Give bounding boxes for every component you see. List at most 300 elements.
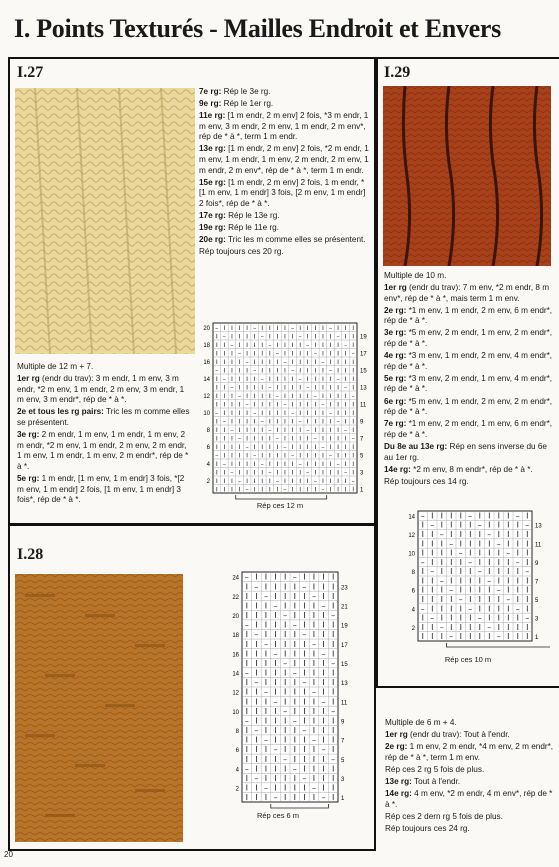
svg-text:I: I bbox=[322, 725, 325, 735]
svg-text:I: I bbox=[284, 451, 286, 460]
svg-text:I: I bbox=[283, 725, 287, 735]
svg-text:I: I bbox=[245, 782, 249, 793]
svg-text:I: I bbox=[303, 792, 306, 803]
svg-text:I: I bbox=[331, 696, 335, 707]
pattern-129-row-label: 2e rg: bbox=[384, 305, 407, 315]
svg-text:I: I bbox=[291, 400, 294, 409]
pattern-129-line bbox=[384, 351, 555, 372]
pattern-128-chart-row-number: 2 bbox=[235, 786, 239, 793]
svg-text:I: I bbox=[274, 753, 277, 764]
pattern-127-row-text: Tric les m comme elles se présentent. bbox=[17, 407, 190, 427]
pattern-129-chart-row-number: 5 bbox=[535, 598, 539, 604]
pattern-127-chart bbox=[201, 321, 371, 501]
svg-text:I: I bbox=[329, 476, 332, 485]
svg-text:–: – bbox=[525, 567, 530, 577]
svg-text:I: I bbox=[516, 595, 519, 604]
svg-text:I: I bbox=[230, 459, 233, 468]
svg-text:I: I bbox=[268, 374, 271, 383]
svg-text:I: I bbox=[321, 391, 324, 400]
svg-text:–: – bbox=[298, 374, 302, 383]
svg-text:I: I bbox=[329, 468, 332, 477]
svg-text:I: I bbox=[223, 442, 226, 451]
svg-text:I: I bbox=[261, 408, 264, 417]
svg-text:–: – bbox=[245, 442, 249, 451]
pattern-128-swatch bbox=[15, 574, 183, 842]
pattern-127-chart-row-number: 13 bbox=[360, 385, 367, 392]
svg-text:I: I bbox=[469, 520, 472, 530]
svg-text:I: I bbox=[293, 696, 297, 707]
svg-text:I: I bbox=[306, 434, 309, 443]
svg-text:I: I bbox=[274, 686, 277, 697]
svg-text:I: I bbox=[450, 622, 453, 632]
svg-text:I: I bbox=[238, 332, 241, 341]
svg-text:–: – bbox=[331, 753, 336, 764]
svg-text:–: – bbox=[230, 383, 234, 392]
pattern-129-row-text: *3 m env, 1 m endr, 2 m env, 4 m endr*, rép de * à *. bbox=[384, 351, 553, 371]
svg-text:I: I bbox=[469, 530, 472, 539]
svg-text:I: I bbox=[293, 753, 297, 764]
svg-text:I: I bbox=[276, 425, 279, 434]
svg-text:I: I bbox=[516, 520, 519, 530]
svg-text:I: I bbox=[255, 734, 258, 745]
svg-text:I: I bbox=[321, 425, 324, 434]
svg-text:I: I bbox=[284, 468, 286, 477]
svg-text:I: I bbox=[337, 442, 340, 451]
svg-text:–: – bbox=[515, 604, 520, 614]
svg-text:I: I bbox=[337, 391, 340, 400]
svg-text:I: I bbox=[352, 451, 355, 460]
svg-text:I: I bbox=[299, 366, 302, 375]
pattern-127-line bbox=[199, 211, 369, 222]
svg-text:–: – bbox=[263, 686, 269, 697]
svg-text:–: – bbox=[292, 715, 297, 726]
pattern-128-chart-row-number: 20 bbox=[232, 614, 239, 620]
svg-text:I: I bbox=[264, 619, 268, 630]
svg-text:I: I bbox=[268, 434, 271, 443]
svg-text:I: I bbox=[337, 408, 340, 417]
svg-text:–: – bbox=[321, 648, 326, 659]
svg-text:–: – bbox=[439, 530, 444, 539]
svg-text:I: I bbox=[291, 434, 294, 443]
pattern-128-line bbox=[385, 789, 555, 810]
svg-text:–: – bbox=[273, 648, 278, 659]
pattern-127-row-label: 9e rg: bbox=[199, 99, 222, 109]
svg-text:I: I bbox=[255, 638, 258, 649]
svg-text:–: – bbox=[306, 383, 310, 392]
svg-text:–: – bbox=[230, 425, 234, 434]
svg-text:I: I bbox=[303, 782, 306, 793]
svg-text:I: I bbox=[459, 613, 462, 623]
svg-text:I: I bbox=[246, 434, 249, 443]
pattern-127-row-text: Tric les m comme elles se présentent. bbox=[225, 235, 366, 245]
svg-text:I: I bbox=[245, 638, 249, 649]
pattern-128-chart-row-number: 9 bbox=[341, 719, 345, 726]
svg-text:–: – bbox=[321, 485, 325, 494]
svg-text:I: I bbox=[497, 613, 500, 623]
svg-text:I: I bbox=[284, 391, 286, 400]
svg-text:I: I bbox=[331, 772, 335, 783]
pattern-127-line bbox=[17, 362, 193, 373]
svg-text:–: – bbox=[260, 459, 264, 468]
svg-text:I: I bbox=[283, 782, 287, 793]
pattern-129-line bbox=[384, 328, 555, 349]
pattern-128-line bbox=[385, 777, 555, 788]
svg-text:I: I bbox=[312, 744, 316, 755]
svg-text:I: I bbox=[291, 332, 294, 341]
pattern-127-row-text: 2 m endr, 1 m env, 1 m endr, 1 m env, 2 m endr, *2 m env, 1 m endr, 2 m env, 2 m endr, 1 m env, 1 m endr, 1 m env, 2 m endr*, rép de * à *. bbox=[17, 430, 189, 471]
pattern-129-line bbox=[384, 374, 555, 395]
svg-text:I: I bbox=[230, 357, 233, 366]
svg-text:–: – bbox=[487, 622, 492, 632]
svg-text:I: I bbox=[223, 391, 226, 400]
svg-text:I: I bbox=[299, 357, 302, 366]
svg-text:I: I bbox=[331, 782, 335, 793]
pattern-127-chart-row-number: 19 bbox=[360, 334, 367, 341]
pattern-129-chart-row-number: 11 bbox=[535, 542, 542, 549]
svg-text:I: I bbox=[337, 400, 340, 409]
svg-text:I: I bbox=[264, 753, 268, 764]
svg-text:I: I bbox=[276, 417, 279, 426]
svg-text:I: I bbox=[329, 417, 332, 426]
svg-text:–: – bbox=[222, 374, 226, 383]
svg-text:I: I bbox=[261, 476, 264, 485]
svg-text:I: I bbox=[303, 571, 306, 582]
svg-text:I: I bbox=[331, 648, 335, 659]
svg-text:I: I bbox=[526, 595, 529, 604]
pattern-127-row-label: 13e rg: bbox=[199, 144, 226, 154]
svg-text:I: I bbox=[264, 648, 268, 659]
svg-text:I: I bbox=[284, 476, 286, 485]
svg-text:I: I bbox=[321, 323, 324, 332]
svg-text:I: I bbox=[331, 763, 335, 774]
svg-text:I: I bbox=[312, 571, 316, 582]
pattern-127-chart-row-number: 4 bbox=[206, 461, 210, 468]
svg-text:I: I bbox=[268, 366, 271, 375]
svg-text:I: I bbox=[261, 349, 264, 358]
svg-text:I: I bbox=[344, 391, 347, 400]
svg-text:I: I bbox=[268, 451, 271, 460]
svg-text:I: I bbox=[488, 585, 491, 595]
svg-text:I: I bbox=[478, 576, 481, 586]
svg-text:I: I bbox=[223, 408, 226, 417]
svg-text:I: I bbox=[329, 485, 332, 494]
svg-text:I: I bbox=[526, 622, 529, 632]
pattern-129-chart-row-number: 3 bbox=[535, 616, 539, 623]
svg-text:I: I bbox=[264, 696, 268, 707]
svg-text:–: – bbox=[273, 744, 278, 755]
svg-text:I: I bbox=[478, 595, 481, 604]
svg-text:I: I bbox=[314, 408, 317, 417]
svg-text:–: – bbox=[321, 792, 326, 803]
svg-text:–: – bbox=[321, 600, 326, 611]
svg-text:I: I bbox=[255, 610, 258, 620]
svg-text:–: – bbox=[430, 567, 435, 577]
svg-text:–: – bbox=[420, 557, 425, 567]
svg-text:I: I bbox=[245, 629, 249, 640]
pattern-129-line bbox=[384, 271, 555, 282]
svg-text:–: – bbox=[244, 715, 249, 726]
svg-text:–: – bbox=[487, 576, 492, 586]
svg-text:I: I bbox=[261, 442, 264, 451]
pattern-128-row-text: Rép ces 2 dern rg 5 fois de plus. bbox=[385, 811, 503, 821]
pattern-129-line bbox=[384, 465, 555, 476]
svg-text:–: – bbox=[351, 434, 355, 443]
svg-text:–: – bbox=[253, 451, 257, 460]
svg-text:I: I bbox=[268, 485, 271, 494]
svg-text:I: I bbox=[337, 366, 340, 375]
svg-text:I: I bbox=[478, 511, 481, 521]
svg-text:I: I bbox=[299, 468, 302, 477]
svg-text:I: I bbox=[284, 323, 286, 332]
svg-text:I: I bbox=[306, 459, 309, 468]
svg-text:I: I bbox=[293, 629, 297, 640]
svg-text:I: I bbox=[497, 511, 500, 521]
svg-text:I: I bbox=[284, 408, 286, 417]
svg-text:I: I bbox=[264, 744, 268, 755]
pattern-127-chart-row-number: 10 bbox=[203, 410, 210, 417]
pattern-129-row-label: 3e rg: bbox=[384, 328, 407, 338]
svg-text:I: I bbox=[274, 638, 277, 649]
svg-text:–: – bbox=[260, 332, 264, 341]
svg-text:I: I bbox=[331, 725, 335, 735]
pattern-127-line bbox=[199, 235, 369, 246]
svg-text:–: – bbox=[515, 511, 520, 521]
svg-text:–: – bbox=[292, 763, 297, 774]
svg-text:I: I bbox=[276, 451, 279, 460]
svg-text:I: I bbox=[230, 442, 233, 451]
pattern-129-row-text: Rép en sens inverse du 6e au 1er rg. bbox=[384, 441, 547, 462]
svg-text:I: I bbox=[283, 581, 287, 592]
svg-text:I: I bbox=[303, 763, 306, 774]
svg-text:I: I bbox=[322, 619, 325, 630]
svg-text:I: I bbox=[431, 576, 434, 586]
svg-text:I: I bbox=[314, 425, 317, 434]
svg-text:I: I bbox=[329, 434, 332, 443]
svg-text:I: I bbox=[274, 667, 277, 678]
pattern-129-row-label: 5e rg: bbox=[384, 373, 407, 383]
svg-text:I: I bbox=[331, 734, 335, 745]
svg-text:–: – bbox=[306, 425, 310, 434]
svg-text:I: I bbox=[293, 734, 297, 745]
svg-text:I: I bbox=[238, 357, 241, 366]
svg-text:I: I bbox=[223, 476, 226, 485]
svg-text:–: – bbox=[506, 595, 511, 604]
svg-text:I: I bbox=[322, 705, 325, 716]
svg-text:I: I bbox=[245, 610, 249, 620]
pattern-128-chart-row-number: 22 bbox=[232, 594, 239, 601]
svg-text:I: I bbox=[469, 595, 472, 604]
svg-text:–: – bbox=[263, 590, 269, 601]
pattern-127-chart-row-number: 12 bbox=[203, 393, 210, 400]
svg-text:I: I bbox=[421, 567, 424, 577]
svg-text:I: I bbox=[352, 323, 355, 332]
svg-text:–: – bbox=[321, 357, 325, 366]
svg-text:I: I bbox=[314, 357, 317, 366]
svg-text:I: I bbox=[245, 744, 249, 755]
svg-text:I: I bbox=[450, 576, 453, 586]
svg-text:I: I bbox=[303, 744, 306, 755]
svg-text:–: – bbox=[468, 604, 473, 614]
svg-text:I: I bbox=[352, 383, 355, 392]
pattern-129-row-label: 4e rg: bbox=[384, 351, 407, 361]
svg-text:–: – bbox=[321, 442, 325, 451]
svg-text:I: I bbox=[306, 400, 309, 409]
svg-text:I: I bbox=[312, 763, 316, 774]
svg-text:–: – bbox=[331, 705, 336, 716]
svg-text:–: – bbox=[458, 595, 463, 604]
svg-text:I: I bbox=[322, 715, 325, 726]
pattern-128-chart bbox=[230, 570, 360, 810]
svg-text:I: I bbox=[253, 391, 256, 400]
svg-text:I: I bbox=[322, 638, 325, 649]
svg-text:–: – bbox=[275, 391, 280, 400]
svg-text:I: I bbox=[293, 581, 297, 592]
svg-text:I: I bbox=[274, 610, 277, 620]
svg-text:I: I bbox=[268, 349, 271, 358]
svg-text:I: I bbox=[337, 323, 340, 332]
svg-text:I: I bbox=[291, 425, 294, 434]
svg-text:I: I bbox=[255, 696, 258, 707]
svg-text:I: I bbox=[352, 425, 355, 434]
svg-text:I: I bbox=[238, 340, 241, 349]
svg-text:I: I bbox=[352, 366, 355, 375]
svg-text:–: – bbox=[245, 485, 249, 494]
svg-text:I: I bbox=[321, 468, 324, 477]
svg-text:I: I bbox=[314, 451, 317, 460]
svg-text:I: I bbox=[337, 383, 340, 392]
pattern-127-chart-row-number: 15 bbox=[360, 368, 367, 375]
svg-text:I: I bbox=[306, 366, 309, 375]
svg-text:I: I bbox=[299, 451, 302, 460]
svg-text:I: I bbox=[276, 442, 279, 451]
svg-text:I: I bbox=[268, 323, 271, 332]
svg-text:–: – bbox=[525, 613, 530, 623]
svg-text:I: I bbox=[329, 340, 332, 349]
svg-text:–: – bbox=[477, 520, 482, 530]
svg-text:I: I bbox=[469, 613, 472, 623]
svg-text:I: I bbox=[299, 323, 302, 332]
svg-text:–: – bbox=[344, 340, 348, 349]
svg-text:I: I bbox=[291, 383, 294, 392]
svg-text:I: I bbox=[274, 657, 277, 668]
svg-text:I: I bbox=[322, 753, 325, 764]
svg-text:I: I bbox=[306, 451, 309, 460]
svg-text:I: I bbox=[516, 567, 519, 577]
svg-text:I: I bbox=[293, 677, 297, 688]
svg-text:I: I bbox=[245, 734, 249, 745]
svg-text:I: I bbox=[274, 772, 277, 783]
svg-text:I: I bbox=[352, 417, 355, 426]
svg-text:–: – bbox=[292, 667, 297, 678]
svg-text:–: – bbox=[275, 434, 280, 443]
svg-text:I: I bbox=[322, 772, 325, 783]
svg-text:I: I bbox=[261, 383, 264, 392]
svg-text:I: I bbox=[431, 557, 434, 567]
pattern-128-row-text: 4 m env, *2 m endr, 4 m env*, rép de * à *. bbox=[385, 789, 553, 809]
svg-text:I: I bbox=[283, 571, 287, 582]
svg-text:I: I bbox=[284, 340, 286, 349]
svg-text:I: I bbox=[230, 349, 233, 358]
pattern-128-line bbox=[385, 824, 555, 835]
svg-text:I: I bbox=[312, 629, 316, 640]
svg-text:I: I bbox=[526, 557, 529, 567]
svg-text:I: I bbox=[450, 520, 453, 530]
pattern-127-row-label: 5e rg: bbox=[17, 473, 40, 483]
pattern-129-line bbox=[384, 442, 555, 463]
svg-text:–: – bbox=[254, 772, 259, 783]
svg-text:I: I bbox=[284, 383, 286, 392]
svg-text:I: I bbox=[450, 530, 453, 539]
svg-text:I: I bbox=[303, 590, 306, 601]
svg-text:I: I bbox=[303, 705, 306, 716]
svg-text:–: – bbox=[254, 677, 259, 688]
svg-text:I: I bbox=[312, 581, 316, 592]
svg-text:I: I bbox=[497, 530, 500, 539]
svg-text:I: I bbox=[245, 677, 249, 688]
svg-text:I: I bbox=[283, 600, 287, 611]
svg-text:I: I bbox=[450, 604, 453, 614]
svg-text:I: I bbox=[283, 667, 287, 678]
svg-text:–: – bbox=[468, 557, 473, 567]
svg-text:I: I bbox=[238, 374, 241, 383]
svg-text:I: I bbox=[478, 530, 481, 539]
pattern-129-row-text: *5 m env, 1 m endr, 2 m env, 2 m endr*, rép de * à *. bbox=[384, 396, 553, 417]
pattern-127-row-label: 11e rg: bbox=[199, 111, 226, 121]
pattern-128-line bbox=[385, 742, 555, 763]
svg-text:I: I bbox=[291, 357, 294, 366]
svg-text:I: I bbox=[261, 400, 264, 409]
svg-text:I: I bbox=[331, 744, 335, 755]
svg-text:I: I bbox=[255, 571, 258, 582]
svg-text:I: I bbox=[291, 374, 294, 383]
svg-text:I: I bbox=[276, 408, 279, 417]
pattern-127-line bbox=[17, 474, 193, 506]
pattern-127-line bbox=[199, 87, 369, 98]
svg-text:I: I bbox=[516, 632, 519, 642]
svg-text:I: I bbox=[352, 468, 355, 477]
svg-text:I: I bbox=[322, 581, 325, 592]
svg-text:I: I bbox=[253, 357, 256, 366]
svg-text:–: – bbox=[268, 425, 272, 434]
svg-text:I: I bbox=[274, 782, 277, 793]
svg-text:I: I bbox=[526, 539, 529, 549]
svg-text:I: I bbox=[331, 590, 335, 601]
svg-text:I: I bbox=[303, 657, 306, 668]
pattern-128-chart-row-number: 15 bbox=[341, 661, 348, 668]
svg-text:I: I bbox=[264, 725, 268, 735]
svg-text:I: I bbox=[303, 610, 306, 620]
svg-text:I: I bbox=[314, 332, 317, 341]
svg-text:I: I bbox=[274, 581, 277, 592]
svg-text:I: I bbox=[245, 772, 249, 783]
svg-text:I: I bbox=[469, 576, 472, 586]
svg-text:I: I bbox=[215, 391, 218, 400]
pattern-127-repeat-label: Rép ces 12 m bbox=[256, 501, 304, 510]
svg-text:I: I bbox=[268, 459, 271, 468]
svg-text:–: – bbox=[458, 548, 463, 558]
svg-text:I: I bbox=[329, 332, 332, 341]
pattern-127-chart-row-number: 14 bbox=[203, 376, 210, 383]
svg-text:I: I bbox=[507, 511, 510, 521]
pattern-128-text bbox=[385, 718, 555, 836]
pattern-129-chart-row-number: 9 bbox=[535, 560, 539, 567]
svg-text:I: I bbox=[293, 648, 297, 659]
svg-text:I: I bbox=[322, 629, 325, 640]
pattern-128-panel bbox=[8, 524, 376, 851]
svg-text:I: I bbox=[507, 613, 510, 623]
svg-text:I: I bbox=[314, 485, 317, 494]
svg-text:I: I bbox=[431, 511, 434, 521]
